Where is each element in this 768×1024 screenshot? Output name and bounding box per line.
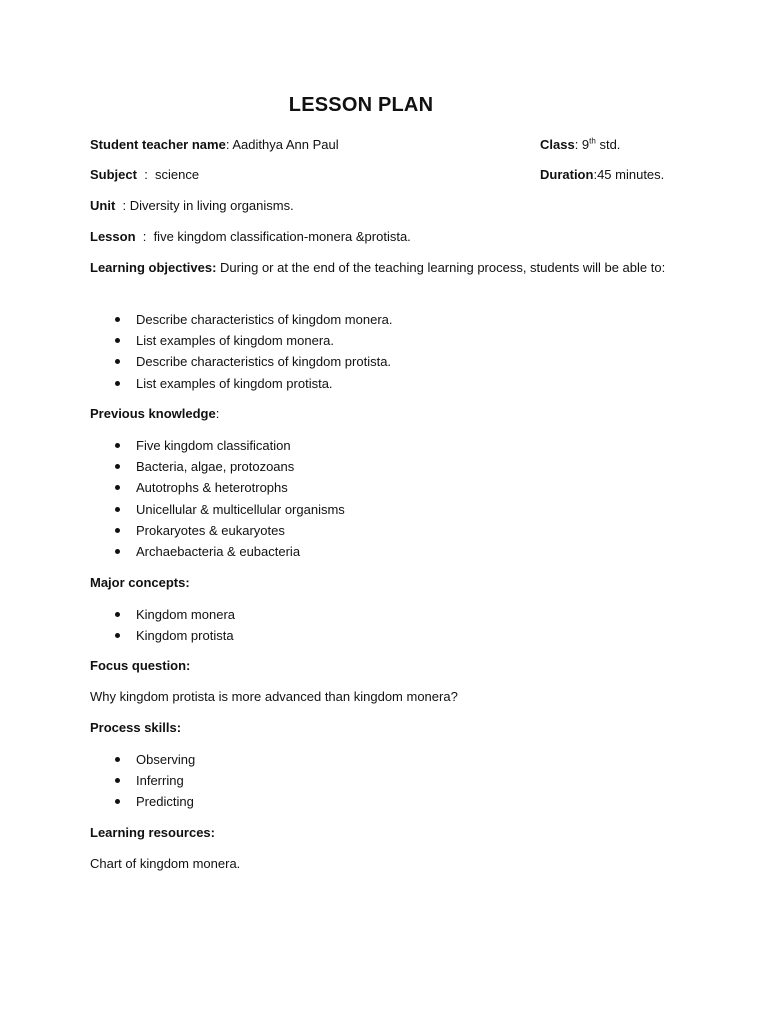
list-item: Bacteria, algae, protozoans bbox=[90, 457, 345, 478]
document-title: LESSON PLAN bbox=[288, 94, 434, 116]
list-item: Inferring bbox=[90, 771, 195, 792]
list-item: Unicellular & multicellular organisms bbox=[90, 500, 345, 521]
subject-line bbox=[90, 165, 199, 184]
lesson-label: Lesson bbox=[90, 229, 136, 244]
lesson-line bbox=[90, 227, 411, 246]
resources-text: Chart of kingdom monera. bbox=[90, 856, 241, 871]
list-item: Describe characteristics of kingdom protista. bbox=[90, 352, 393, 373]
list-item: Five kingdom classification bbox=[90, 436, 345, 457]
objectives-label: Learning objectives: bbox=[90, 260, 217, 275]
previous-label: Previous knowledge bbox=[90, 406, 216, 421]
list-item: List examples of kingdom protista. bbox=[90, 374, 393, 395]
unit-label: Unit bbox=[90, 198, 116, 213]
skills-heading: Process skills: bbox=[90, 720, 182, 735]
objectives-paragraph bbox=[90, 258, 670, 277]
previous-heading bbox=[90, 404, 219, 423]
focus-heading: Focus question: bbox=[90, 658, 191, 673]
list-item: Prokaryotes & eukaryotes bbox=[90, 521, 345, 542]
list-item: Archaebacteria & eubacteria bbox=[90, 542, 345, 563]
class-value-suffix: std. bbox=[595, 137, 621, 152]
class-line bbox=[540, 135, 620, 154]
list-item: Autotrophs & heterotrophs bbox=[90, 478, 345, 499]
list-item: Kingdom protista bbox=[90, 626, 235, 647]
duration-line bbox=[540, 165, 664, 184]
list-item: Observing bbox=[90, 750, 195, 771]
unit-value: : Diversity in living organisms. bbox=[115, 198, 294, 213]
class-label: Class bbox=[540, 137, 575, 152]
class-value: : 9 bbox=[574, 137, 590, 152]
resources-heading: Learning resources: bbox=[90, 825, 215, 840]
list-item: Kingdom monera bbox=[90, 605, 235, 626]
focus-question-text: Why kingdom protista is more advanced than kingdom monera? bbox=[90, 689, 458, 704]
skills-list bbox=[90, 750, 195, 814]
duration-label: Duration bbox=[540, 167, 594, 182]
objectives-list bbox=[90, 310, 393, 395]
previous-suffix: : bbox=[215, 406, 220, 421]
previous-list bbox=[90, 436, 345, 563]
teacher-label: Student teacher name bbox=[90, 137, 226, 152]
lesson-value: : five kingdom classification-monera &protista. bbox=[135, 229, 411, 244]
list-item: Describe characteristics of kingdom monera. bbox=[90, 310, 393, 331]
teacher-value: : Aadithya Ann Paul bbox=[225, 137, 339, 152]
subject-label: Subject bbox=[90, 167, 137, 182]
list-item: Predicting bbox=[90, 792, 195, 813]
duration-value: :45 minutes. bbox=[593, 167, 665, 182]
concepts-list bbox=[90, 605, 235, 647]
list-item: List examples of kingdom monera. bbox=[90, 331, 393, 352]
teacher-line bbox=[90, 135, 339, 154]
unit-line bbox=[90, 196, 294, 215]
class-superscript: th bbox=[589, 136, 596, 146]
objectives-intro: During or at the end of the teaching learning process, students will be able to: bbox=[216, 260, 666, 275]
concepts-heading: Major concepts: bbox=[90, 575, 190, 590]
subject-value: : science bbox=[136, 167, 200, 182]
